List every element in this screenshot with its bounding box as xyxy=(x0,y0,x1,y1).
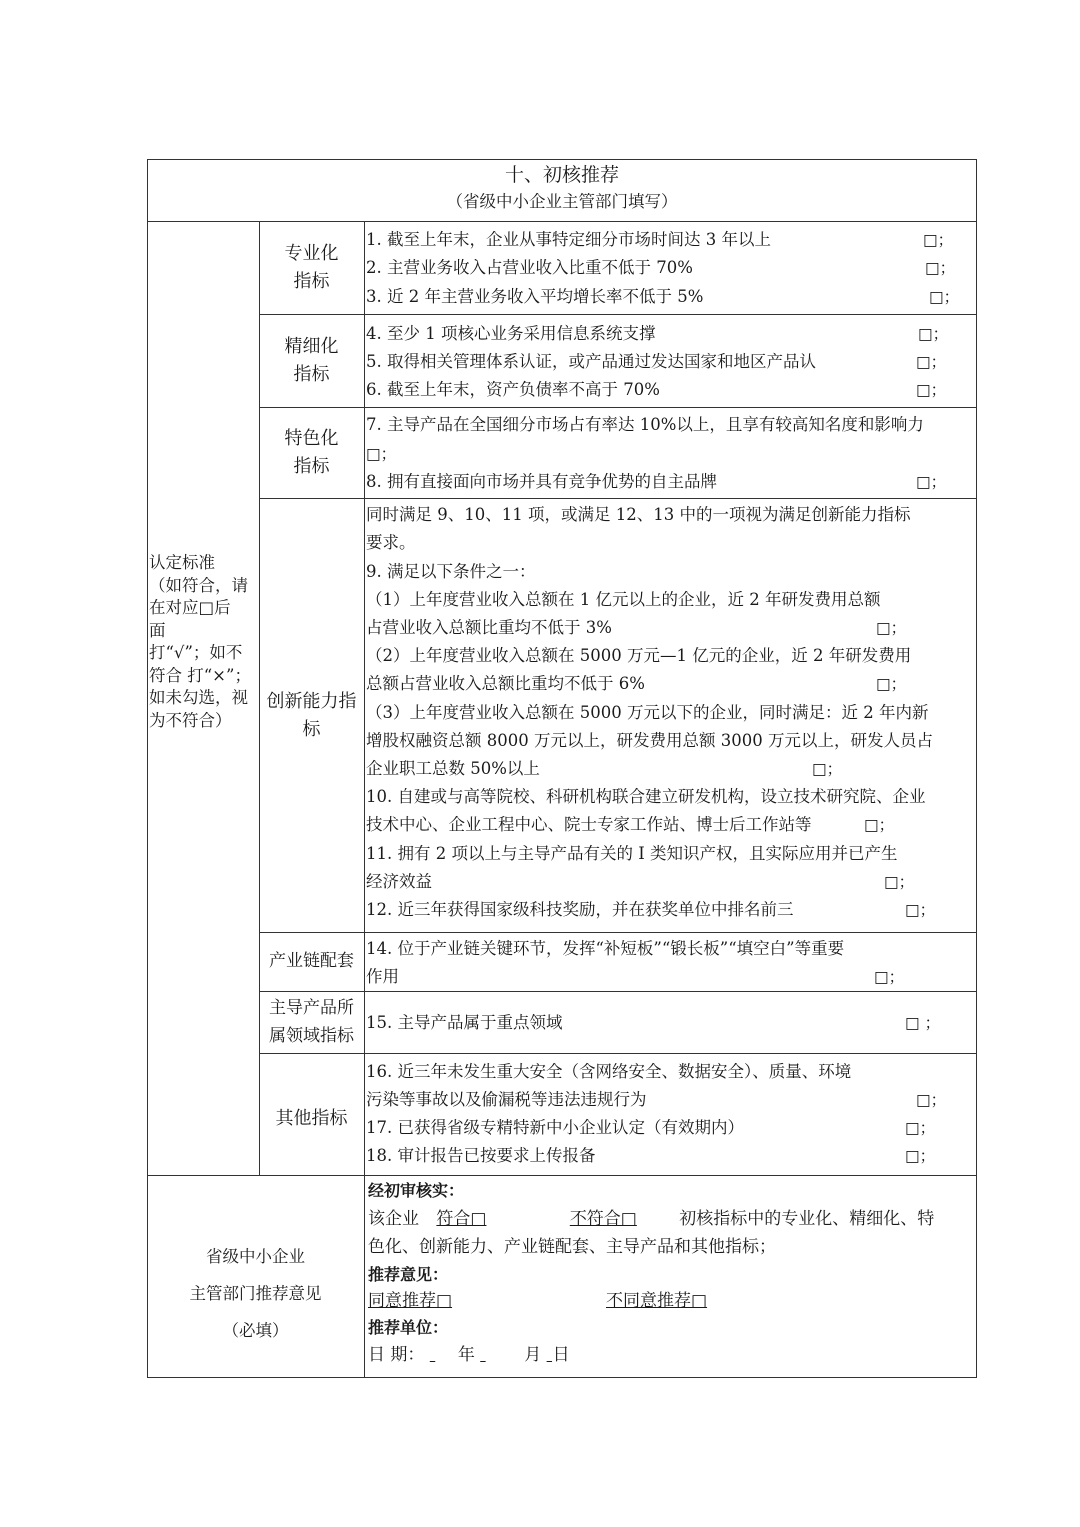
criteria-label-line: 如未勾选，视 xyxy=(149,688,248,707)
day-unit: 日 xyxy=(552,1345,570,1365)
item-2: 2. 主营业务收入占营业收入比重不低于 70% xyxy=(366,258,693,277)
item-8-checkbox[interactable]: □； xyxy=(916,473,947,491)
disagree-option[interactable]: 不同意推荐□ xyxy=(606,1291,708,1311)
criteria-label-line: （如符合，请 xyxy=(149,575,248,595)
table-right-border xyxy=(976,159,977,1377)
month-unit: 月 xyxy=(524,1345,542,1365)
item-9-2: （2）上年度营业收入总额在 5000 万元—1 亿元的企业，近 2 年研发费用 xyxy=(366,646,912,665)
category-industry-chain: 产业链配套 xyxy=(269,951,354,971)
opinion-label: 推荐意见： xyxy=(368,1265,449,1284)
item-17: 17. 已获得省级专精特新中小企业认定（有效期内） xyxy=(366,1118,744,1137)
criteria-label xyxy=(149,552,259,732)
verify-line-2: 色化、创新能力、产业链配套、主导产品和其他指标； xyxy=(368,1237,776,1257)
verify-suffix: 初核指标中的专业化、精细化、特 xyxy=(679,1209,935,1229)
item-9-3-checkbox[interactable]: □； xyxy=(812,760,843,778)
item-7: 7. 主导产品在全国细分市场占有率达 10%以上，且享有较高知名度和影响力 xyxy=(366,415,924,434)
table-bottom-border xyxy=(147,1377,977,1378)
date-label: 日 期： xyxy=(368,1345,425,1365)
item-11-checkbox[interactable]: □； xyxy=(884,873,915,891)
item-2-checkbox[interactable]: □； xyxy=(925,259,956,277)
item-16: 污染等事故以及偷漏税等违法违规行为 xyxy=(366,1090,647,1109)
item-3-checkbox[interactable]: □； xyxy=(929,288,960,306)
item-14: 14. 位于产业链关键环节，发挥“补短板”“锻长板”“填空白”等重要 xyxy=(366,939,845,958)
item-6: 6. 截至上年末，资产负债率不高于 70% xyxy=(366,380,660,399)
section-title: 十、初核推荐 xyxy=(504,164,619,186)
item-11: 11. 拥有 2 项以上与主导产品有关的 I 类知识产权，且实际应用并已产生 xyxy=(366,844,898,863)
month-field[interactable] xyxy=(480,1345,524,1365)
item-8: 8. 拥有直接面向市场并具有竞争优势的自主品牌 xyxy=(366,472,717,491)
row-divider xyxy=(259,1053,976,1054)
innovation-intro: 要求。 xyxy=(366,533,416,552)
item-5: 5. 取得相关管理体系认证，或产品通过发达国家和地区产品认 xyxy=(366,352,816,371)
item-16-checkbox[interactable]: □； xyxy=(916,1091,947,1109)
innovation-intro: 同时满足 9、10、11 项，或满足 12、13 中的一项视为满足创新能力指标 xyxy=(366,505,911,524)
item-9: 9. 满足以下条件之一： xyxy=(366,562,536,581)
opinion-line xyxy=(368,1291,716,1311)
content-col-divider xyxy=(364,221,365,1377)
item-6-checkbox[interactable]: □； xyxy=(916,381,947,399)
verified-label: 经初审核实： xyxy=(368,1181,465,1200)
header-divider xyxy=(147,221,977,222)
company-prefix: 该企业 xyxy=(368,1209,419,1229)
item-12-checkbox[interactable]: □； xyxy=(905,901,936,919)
criteria-label-line: 为不符合） xyxy=(149,710,232,730)
category-other: 其他指标 xyxy=(275,1108,348,1129)
item-10-checkbox[interactable]: □； xyxy=(864,816,895,834)
year-field[interactable] xyxy=(430,1345,458,1365)
criteria-label-line: 在对应□后 xyxy=(149,598,231,617)
category-specialized: 专业化 指标 xyxy=(284,243,339,292)
item-18-checkbox[interactable]: □； xyxy=(905,1147,936,1165)
item-1-checkbox[interactable]: □； xyxy=(923,231,954,249)
item-10: 10. 自建或与高等院校、科研机构联合建立研发机构，设立技术研究院、企业 xyxy=(366,787,926,806)
item-12: 12. 近三年获得国家级科技奖励，并在获奖单位中排名前三 xyxy=(366,900,794,919)
item-9-3: 增股权融资总额 8000 万元以上，研发费用总额 3000 万元以上，研发人员占 xyxy=(366,731,933,750)
item-4: 4. 至少 1 项核心业务采用信息系统支撑 xyxy=(366,324,656,343)
item-9-3: 企业职工总数 50%以上 xyxy=(366,759,540,778)
criteria-label-line: 打“√”；如不 xyxy=(149,643,243,662)
category-refined: 精细化 指标 xyxy=(284,336,339,385)
recommend-label: 省级中小企业 主管部门推荐意见 （必填） xyxy=(189,1247,322,1340)
item-14-checkbox[interactable]: □； xyxy=(874,968,905,986)
item-16: 16. 近三年未发生重大安全（含网络安全、数据安全）、质量、环境 xyxy=(366,1062,852,1081)
item-7-checkbox[interactable]: □； xyxy=(366,445,397,463)
comply-option[interactable]: 符合□ xyxy=(436,1209,487,1229)
item-9-1-checkbox[interactable]: □； xyxy=(876,619,907,637)
row-divider xyxy=(259,932,976,933)
agree-option[interactable]: 同意推荐□ xyxy=(368,1291,453,1311)
item-1: 1. 截至上年末，企业从事特定细分市场时间达 3 年以上 xyxy=(366,230,771,249)
recommend-divider xyxy=(147,1175,977,1176)
year-unit: 年 xyxy=(457,1345,475,1365)
table-top-border xyxy=(147,159,977,160)
row-divider xyxy=(259,314,976,315)
not-comply-option[interactable]: 不符合□ xyxy=(569,1209,637,1229)
item-11: 经济效益 xyxy=(366,872,432,891)
category-featured: 特色化 指标 xyxy=(284,428,339,477)
item-9-3: （3）上年度营业收入总额在 5000 万元以下的企业，同时满足：近 2 年内新 xyxy=(366,703,929,722)
item-4-checkbox[interactable]: □； xyxy=(918,325,949,343)
item-9-1: （1）上年度营业收入总额在 1 亿元以上的企业，近 2 年研发费用总额 xyxy=(366,590,881,609)
date-line xyxy=(368,1345,570,1365)
item-14: 作用 xyxy=(366,967,399,986)
verify-line xyxy=(368,1209,934,1229)
criteria-label-line: 认定标准 xyxy=(149,553,215,572)
section-subtitle: （省级中小企业主管部门填写） xyxy=(446,192,678,211)
item-17-checkbox[interactable]: □； xyxy=(905,1119,936,1137)
item-9-2: 总额占营业收入总额比重均不低于 6% xyxy=(366,674,645,693)
item-10: 技术中心、企业工程中心、院士专家工作站、博士后工作站等 xyxy=(366,815,812,834)
category-innovation: 创新能力指 标 xyxy=(266,691,357,740)
item-15-checkbox[interactable]: □ ； xyxy=(905,1014,941,1032)
criteria-label-line: 符合 打“×”； xyxy=(149,665,251,685)
row-divider xyxy=(259,407,976,408)
item-18: 18. 审计报告已按要求上传报备 xyxy=(366,1146,596,1165)
row-divider xyxy=(259,991,976,992)
item-5-checkbox[interactable]: □； xyxy=(916,353,947,371)
item-3: 3. 近 2 年主营业务收入平均增长率不低于 5% xyxy=(366,287,704,306)
category-main-product: 主导产品所 属领域指标 xyxy=(269,998,354,1046)
criteria-label-line: 面 xyxy=(149,620,166,640)
item-15: 15. 主导产品属于重点领域 xyxy=(366,1013,563,1032)
table-left-border xyxy=(147,159,148,1377)
item-9-2-checkbox[interactable]: □； xyxy=(876,675,907,693)
item-9-1: 占营业收入总额比重均不低于 3% xyxy=(366,618,612,637)
unit-label: 推荐单位： xyxy=(368,1318,449,1337)
row-divider xyxy=(259,498,976,499)
